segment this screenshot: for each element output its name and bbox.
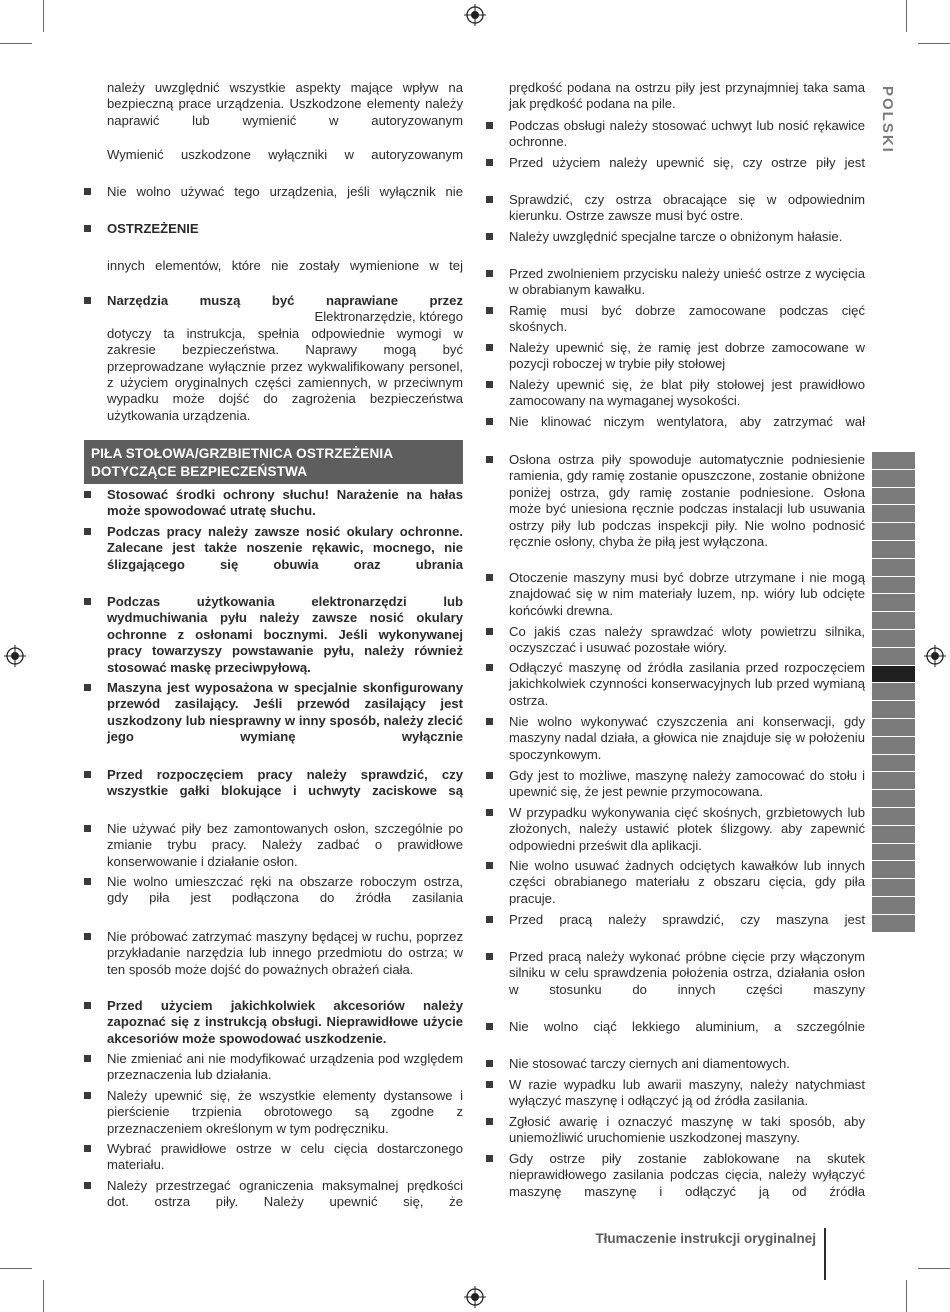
list-item: [486, 1056, 865, 1072]
index-tab: [872, 755, 915, 773]
list-item-text: Przed rozpoczęciem pracy należy sprawdzić, czy wszystkie gałki blokujące i uchwyty zaciskowe są: [107, 767, 463, 799]
list-item: [486, 624, 865, 657]
list-item: [486, 229, 865, 245]
bullet-icon: [486, 196, 493, 203]
bullet-icon: [486, 344, 493, 351]
list-item-text: dotyczy ta instrukcja, spełnia odpowiednie wymogi w zakresie bezpieczeństwa. Naprawy mogą być przeprowadzane wyłącznie przez wykwalifikowany personel, z użyciem oryginalnych części zamiennych, w przeciwnym wypadku może dojść do zagrożenia bezpieczeństwa użytkowania urządzenia.: [107, 325, 463, 423]
list-item-text: Należy upewnić się, że wszystkie elementy dystansowe i pierścienie trzpienia obrotowego są zgodne z przeznaczeniem określonym w tym podręczniku.: [107, 1088, 463, 1136]
bullet-icon: [486, 1060, 493, 1067]
index-tab: [872, 826, 915, 844]
list-item: [486, 266, 865, 299]
list-item: [486, 660, 865, 709]
list-item-text: Należy upewnić się, że blat piły stołowej jest prawidłowo zamocowany na wymaganej wysokości.: [509, 377, 865, 409]
index-tab: [872, 915, 915, 933]
index-tab: [872, 559, 915, 577]
bullet-icon: [486, 1118, 493, 1125]
list-item: [84, 767, 463, 800]
list-item: [84, 487, 463, 520]
paragraph: [84, 147, 463, 163]
paragraph: [84, 258, 463, 274]
bullet-icon: [84, 1182, 91, 1189]
list-item: [486, 155, 865, 171]
list-item-text: Odłączyć maszynę od źródła zasilania przed rozpoczęciem jakichkolwiek czynności konserwacyjnych lub przed wymianą ostrza.: [509, 660, 865, 708]
index-tab: [872, 861, 915, 879]
paragraph-text: innych elementów, które nie zostały wymienione w tej: [107, 258, 463, 273]
list-item: [486, 805, 865, 854]
list-item: [84, 874, 463, 907]
crop-mark: [906, 0, 907, 32]
crop-mark: [918, 43, 950, 44]
index-tab: [872, 470, 915, 488]
crop-mark: [43, 0, 44, 32]
bullet-icon: [486, 159, 493, 166]
crop-mark: [43, 1280, 44, 1312]
list-item-text: W przypadku wykonywania cięć skośnych, grzbietowych lub złożonych, należy ustawić płotek ślizgowy. aby zapewnić odpowiedni prześwit dla aplikacji.: [509, 805, 865, 853]
index-tab: [872, 523, 915, 541]
bullet-icon: [486, 381, 493, 388]
list-item: [486, 303, 865, 336]
language-tab: [876, 86, 898, 156]
bullet-icon: [486, 772, 493, 779]
list-item: [84, 594, 463, 676]
page-footer: Tłumaczenie instrukcji oryginalnej: [595, 1231, 816, 1246]
crop-mark: [906, 1280, 907, 1312]
index-tab: [872, 808, 915, 826]
list-item: [84, 184, 463, 200]
list-item-text: Gdy ostrze piły zostanie zablokowane na skutek nieprawidłowego zasilania podczas cięcia, należy wyłączyć maszynę maszynę i odłączyć ją od źródła: [509, 1151, 865, 1199]
bullet-icon: [84, 1092, 91, 1099]
list-item-text: Przed zwolnieniem przycisku należy unieść ostrze z wycięcia w obrabianym kawałku.: [509, 266, 865, 298]
paragraph-text: Wymienić uszkodzone wyłączniki w autoryzowanym: [107, 147, 463, 162]
index-tab: [872, 737, 915, 755]
bullet-icon: [486, 233, 493, 240]
index-tab: [872, 701, 915, 719]
right-column: [486, 80, 865, 1215]
list-item-text: Podczas obsługi należy stosować uchwyt lub nosić rękawice ochronne.: [509, 118, 865, 150]
paragraph: [486, 80, 865, 113]
list-item: [486, 1151, 865, 1200]
list-item-text: Przed użyciem należy upewnić się, czy ostrze piły jest: [509, 155, 865, 170]
list-item-text: Nie wolno wykonywać czyszczenia ani konserwacji, gdy maszyny nadal działa, a głowica nie znajduje się w położeniu spoczynkowym.: [509, 714, 865, 762]
list-item-text: Należy uwzględnić specjalne tarcze o obniżonym hałasie.: [509, 229, 843, 244]
registration-mark-icon: [464, 4, 486, 26]
list-item-text: Otoczenie maszyny musi być dobrze utrzymane i nie mogą znajdować się w nim materiały luzem, np. wióry lub odcięte końcówki drewna.: [509, 570, 865, 618]
bullet-icon: [84, 188, 91, 195]
list-item: [486, 192, 865, 225]
crop-mark: [918, 1268, 950, 1269]
list-item-text: Co jakiś czas należy sprawdzać wloty powietrzu silnika, oczyszczać i usuwać pozostałe wióry.: [509, 624, 865, 656]
crop-mark: [0, 43, 32, 44]
bullet-icon: [486, 1023, 493, 1030]
registration-mark-icon: [4, 645, 26, 667]
bullet-icon: [486, 953, 493, 960]
index-tab: [872, 772, 915, 790]
list-item-text: Wybrać prawidłowe ostrze w celu cięcia dostarczonego materiału.: [107, 1141, 463, 1173]
list-item-text: Należy upewnić się, że ramię jest dobrze zamocowane w pozycji roboczej w trybie piły stołowej: [509, 340, 865, 372]
list-item: [486, 1114, 865, 1147]
list-item-text: W razie wypadku lub awarii maszyny, należy natychmiast wyłączyć maszynę i odłączyć ją od źródła zasilania.: [509, 1077, 865, 1109]
list-item: [486, 858, 865, 907]
list-item-text: Nie wolno umieszczać ręki na obszarze roboczym ostrza, gdy piła jest podłączona do źródła zasilania: [107, 874, 463, 906]
bullet-icon: [486, 916, 493, 923]
bullet-icon: [84, 825, 91, 832]
registration-mark-icon: [924, 645, 946, 667]
left-column: [84, 80, 463, 1215]
list-item-text: Sprawdzić, czy ostrza obracające się w odpowiednim kierunku. Ostrze zawsze musi być ostre.: [509, 192, 865, 224]
list-item: [486, 452, 865, 550]
list-item-text: Przed pracą należy sprawdzić, czy maszyna jest: [509, 912, 865, 927]
list-item: [486, 949, 865, 998]
section-heading: PIŁA STOŁOWA/GRZBIETNICA OSTRZEŻENIA DOTYCZĄCE BEZPIECZEŃSTWA: [84, 440, 463, 484]
list-item: [84, 1141, 463, 1174]
bullet-icon: [84, 528, 91, 535]
bullet-icon: [84, 1055, 91, 1062]
list-item-text: Maszyna jest wyposażona w specjalnie skonfigurowany przewód zasilający. Jeśli przewód zasilający jest uszkodzony lub niesprawny w inny sposób, należy zlecić jego wymianę wyłącznie: [107, 680, 463, 745]
index-tab: [872, 790, 915, 808]
list-item: [84, 293, 463, 424]
warning-label: OSTRZEŻENIE: [107, 221, 199, 236]
list-item: [486, 1077, 865, 1110]
bullet-icon: [486, 122, 493, 129]
list-item-text: Nie próbować zatrzymać maszyny będącej w ruchu, poprzez przykładanie narzędzia lub innego przedmiotu do ostrza; w ten sposób może dojść do poważnych obrażeń ciała.: [107, 929, 463, 977]
list-item-text: Podczas użytkowania elektronarzędzi lub wydmuchiwania pyłu należy zawsze nosić okulary ochronne z osłonami bocznymi. Jeśli wykonywanej pracy towarzyszy powstawanie pyłu, należy również stosować maskę przeciwpyłową.: [107, 594, 463, 675]
list-item-text: Stosować środki ochrony słuchu! Narażenie na hałas może spowodować utratę słuchu.: [107, 487, 463, 519]
list-item: [486, 714, 865, 763]
index-tab: [872, 683, 915, 701]
list-item-text: Ramię musi być dobrze zamocowane podczas cięć skośnych.: [509, 303, 865, 335]
footer-divider: [824, 1228, 826, 1280]
bullet-icon: [486, 307, 493, 314]
list-item-text: Elektronarzędzie, którego: [314, 309, 463, 325]
paragraph-text: prędkość podana na ostrzu piły jest przynajmniej taka sama jak prędkość podana na pile.: [509, 80, 865, 112]
list-item: [486, 1019, 865, 1035]
index-tab: [872, 577, 915, 595]
bullet-icon: [84, 491, 91, 498]
list-item: [84, 998, 463, 1047]
list-item-text: Gdy jest to możliwe, maszynę należy zamocować do stołu i upewnić się, że jest pewnie przymocowana.: [509, 768, 865, 800]
crop-mark: [0, 1268, 32, 1269]
bullet-icon: [486, 1081, 493, 1088]
section-index-strip: [872, 452, 915, 944]
list-item-text: Zgłosić awarię i oznaczyć maszynę w taki sposób, aby uniemożliwić uruchomienie uszkodzonej maszyny.: [509, 1114, 865, 1146]
bullet-icon: [84, 225, 91, 232]
list-item: [84, 680, 463, 746]
list-item: [84, 929, 463, 978]
registration-mark-icon: [464, 1286, 486, 1308]
index-tab-active: [872, 666, 915, 684]
bullet-icon: [84, 598, 91, 605]
index-tab: [872, 844, 915, 862]
bullet-icon: [486, 574, 493, 581]
bullet-icon: [84, 297, 91, 304]
bullet-icon: [84, 878, 91, 885]
list-item-text: Nie wolno używać tego urządzenia, jeśli wyłącznik nie: [107, 184, 463, 199]
index-tab: [872, 648, 915, 666]
bullet-icon: [486, 1155, 493, 1162]
index-tab: [872, 541, 915, 559]
bullet-icon: [84, 771, 91, 778]
bullet-icon: [84, 1002, 91, 1009]
index-tab: [872, 719, 915, 737]
list-item: [486, 570, 865, 619]
list-item: [486, 340, 865, 373]
bullet-icon: [84, 1145, 91, 1152]
list-item: [486, 118, 865, 151]
bullet-icon: [84, 684, 91, 691]
list-item: [84, 1088, 463, 1137]
bullet-icon: [486, 456, 493, 463]
list-item: [84, 1178, 463, 1211]
list-item-text: Nie zmieniać ani nie modyfikować urządzenia pod względem przeznaczenia lub działania.: [107, 1051, 463, 1083]
list-item: [84, 1051, 463, 1084]
list-item-text: Nie używać piły bez zamontowanych osłon, szczególnie po zmianie trybu pracy. Należy zadbać o prawidłowe konserwowanie i działanie osłon.: [107, 821, 463, 869]
bullet-icon: [486, 862, 493, 869]
list-item: [486, 768, 865, 801]
bullet-icon: [486, 718, 493, 725]
language-label: POLSKI: [879, 86, 896, 154]
bullet-icon: [84, 933, 91, 940]
bullet-icon: [486, 809, 493, 816]
list-item-text: Przed użyciem jakichkolwiek akcesoriów należy zapoznać się z instrukcją obsługi. Nieprawidłowe użycie akcesoriów może spowodować uszkodzenie.: [107, 998, 463, 1046]
index-tab: [872, 594, 915, 612]
bullet-icon: [486, 628, 493, 635]
list-item-text: Przed pracą należy wykonać próbne cięcie przy włączonym silniku w celu sprawdzenia położenia ostrza, działania osłon w stosunku do innych części maszyny: [509, 949, 865, 997]
list-item-text: Nie klinować niczym wentylatora, aby zatrzymać wał: [509, 414, 865, 429]
index-tab: [872, 612, 915, 630]
list-item: [84, 821, 463, 870]
list-item-lead: Narzędzia muszą być naprawiane przez: [107, 293, 463, 308]
list-item: [84, 524, 463, 573]
index-tab: [872, 630, 915, 648]
bullet-icon: [486, 418, 493, 425]
list-item-text: Podczas pracy należy zawsze nosić okulary ochronne. Zalecane jest także noszenie rękawic, mocnego, nie ślizgającego się obuwia oraz ubrania: [107, 524, 463, 572]
index-tab: [872, 488, 915, 506]
bullet-icon: [486, 664, 493, 671]
paragraph: [84, 80, 463, 129]
list-item-text: Należy przestrzegać ograniczenia maksymalnej prędkości dot. ostrza piły. Należy upewnić się, że: [107, 1178, 463, 1210]
list-item-text: Nie wolno ciąć lekkiego aluminium, a szczególnie: [509, 1019, 865, 1034]
paragraph-text: należy uwzględnić wszystkie aspekty mające wpływ na bezpieczną prace urządzenia. Uszkodzone elementy należy naprawić lub wymienić w autoryzowanym: [107, 80, 463, 128]
list-item-text: Nie wolno usuwać żadnych odciętych kawałków lub innych części obrabianego materiału z obszaru cięcia, gdy piła pracuje.: [509, 858, 865, 906]
index-tab: [872, 879, 915, 897]
index-tab: [872, 897, 915, 915]
index-tab: [872, 452, 915, 470]
list-item-text: Nie stosować tarczy ciernych ani diamentowych.: [509, 1056, 790, 1071]
index-tab: [872, 505, 915, 523]
list-item: [486, 912, 865, 928]
list-item-text: Osłona ostrza piły spowoduje automatycznie podniesienie ramienia, gdy ramię zostanie opuszczone, zostanie obniżone poniżej ostrza, gdy ramię zostanie podniesione. Osłona może być uniesiona ręcznie podczas instalacji lub usuwania ostrzy piły lub podczas inspekcji piły. Nie wolno podnosić ręcznie osłony, chyba że piłą jest wyłączona.: [509, 452, 865, 550]
list-item: [84, 221, 463, 237]
list-item: [486, 377, 865, 410]
list-item: [486, 414, 865, 430]
bullet-icon: [486, 270, 493, 277]
